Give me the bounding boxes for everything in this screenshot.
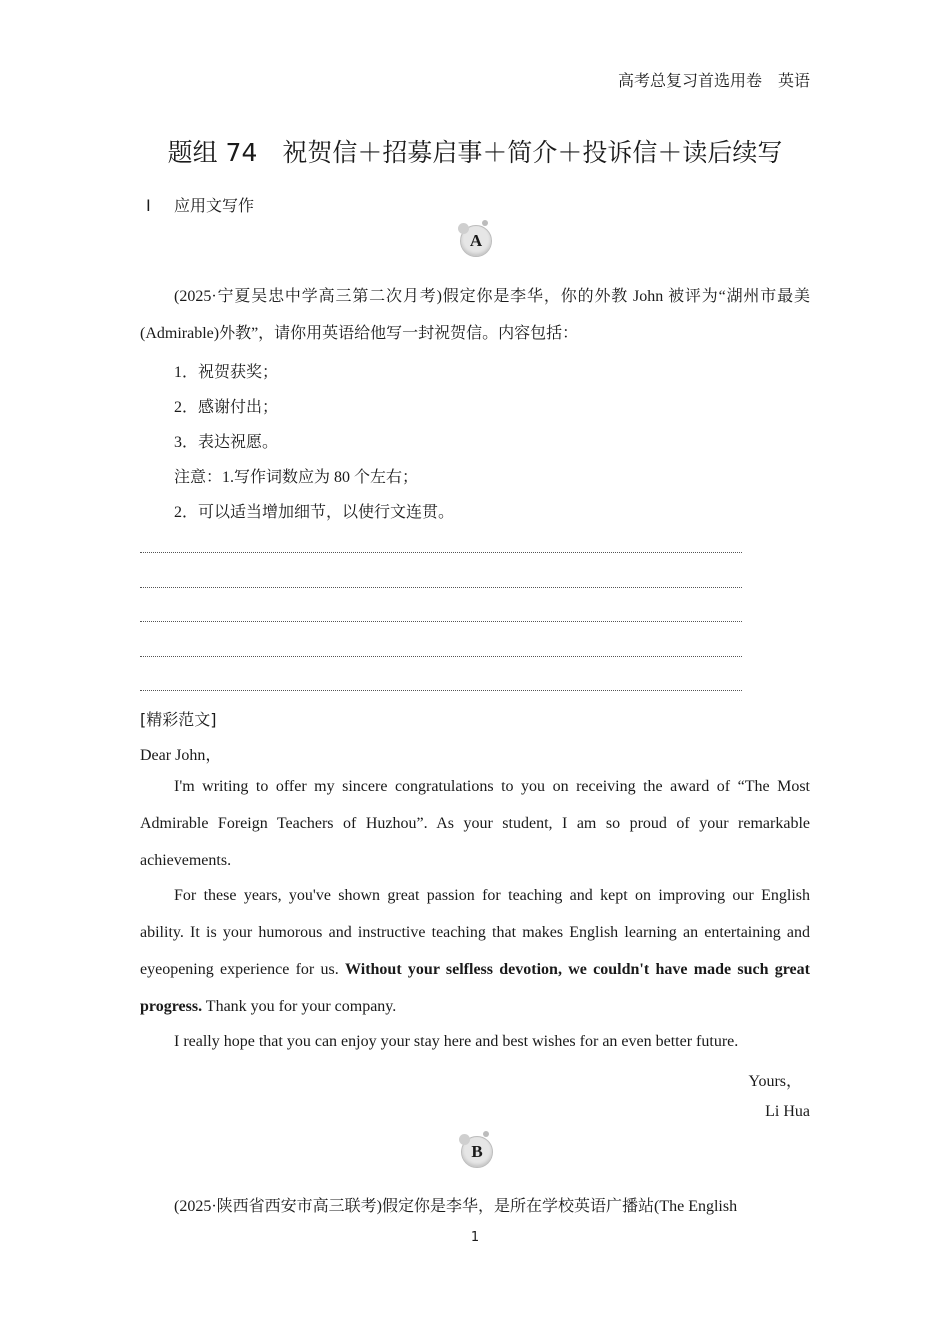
page-number: 1: [470, 1230, 480, 1245]
sample-label: [精彩范文]: [140, 710, 217, 729]
badge-decoration: [482, 220, 488, 226]
writing-line: [140, 621, 742, 622]
task-a-prompt: [140, 278, 810, 352]
task-a-note: 2．可以适当增加细节，以使行文连贯。: [174, 504, 455, 521]
badge-b-letter: B: [471, 1142, 483, 1161]
badge-decoration: [483, 1131, 489, 1137]
sample-closing: Yours，: [748, 1073, 802, 1090]
writing-line: [140, 656, 742, 657]
badge-a: [460, 225, 492, 257]
writing-line: [140, 587, 742, 588]
page-header: 高考总复习首选用卷 英语: [617, 73, 810, 90]
task-b-prompt: [140, 1188, 810, 1225]
badge-a-letter: A: [469, 231, 483, 250]
task-a-item: 1．祝贺获奖；: [174, 364, 279, 381]
task-a-note: 注意：1.写作词数应为 80 个左右；: [174, 469, 419, 486]
writing-line: [140, 552, 742, 553]
task-a-item: 2．感谢付出；: [174, 399, 279, 416]
page-title: 题组 74 祝贺信＋招募启事＋简介＋投诉信＋读后续写: [167, 138, 783, 167]
task-a-source: (2025·宁夏吴忠中学高三第二次月考): [174, 288, 442, 305]
sample-signature: Li Hua: [765, 1103, 810, 1120]
sample-p2-bold: Without your selfless devotion, we couldn't have made such great progress.: [140, 961, 810, 1015]
badge-b: [461, 1136, 493, 1168]
section-heading: [146, 193, 254, 216]
section-label: 应用文写作: [174, 196, 255, 215]
section-numeral: Ⅰ: [146, 198, 151, 215]
task-b-source: (2025·陕西省西安市高三联考): [174, 1198, 382, 1215]
badge-decoration: [458, 223, 469, 234]
badge-decoration: [459, 1134, 470, 1145]
sample-greeting: Dear John，: [140, 747, 222, 764]
task-a-item: 3．表达祝愿。: [174, 434, 279, 451]
task-b-text: 假定你是李华，是所在学校英语广播站(The English: [382, 1198, 738, 1215]
sample-paragraph-2: [140, 877, 810, 1025]
sample-paragraph-3: I really hope that you can enjoy your stay here and best wishes for an even better future.: [174, 1033, 739, 1050]
task-a-text: 假定你是李华，你的外教 John 被评为“湖州市最美(Admirable)外教”，请你用英语给他写一封祝贺信。内容包括：: [140, 288, 810, 342]
sample-paragraph-1: I'm writing to offer my sincere congratulations to you on receiving the award of “The Most Admirable Foreign Teachers of Huzhou”. As your student, I am so proud of your remarkable achievements.: [140, 778, 810, 869]
sample-p2-end: Thank you for your company.: [202, 998, 397, 1015]
sample-p2-start: For these years, you've shown great passion for teaching and kept on improving our English ability. It is your humorous and instructive teaching that makes English learning an entertaining and eyeopening experience for us.: [140, 887, 810, 978]
writing-line: [140, 690, 742, 691]
